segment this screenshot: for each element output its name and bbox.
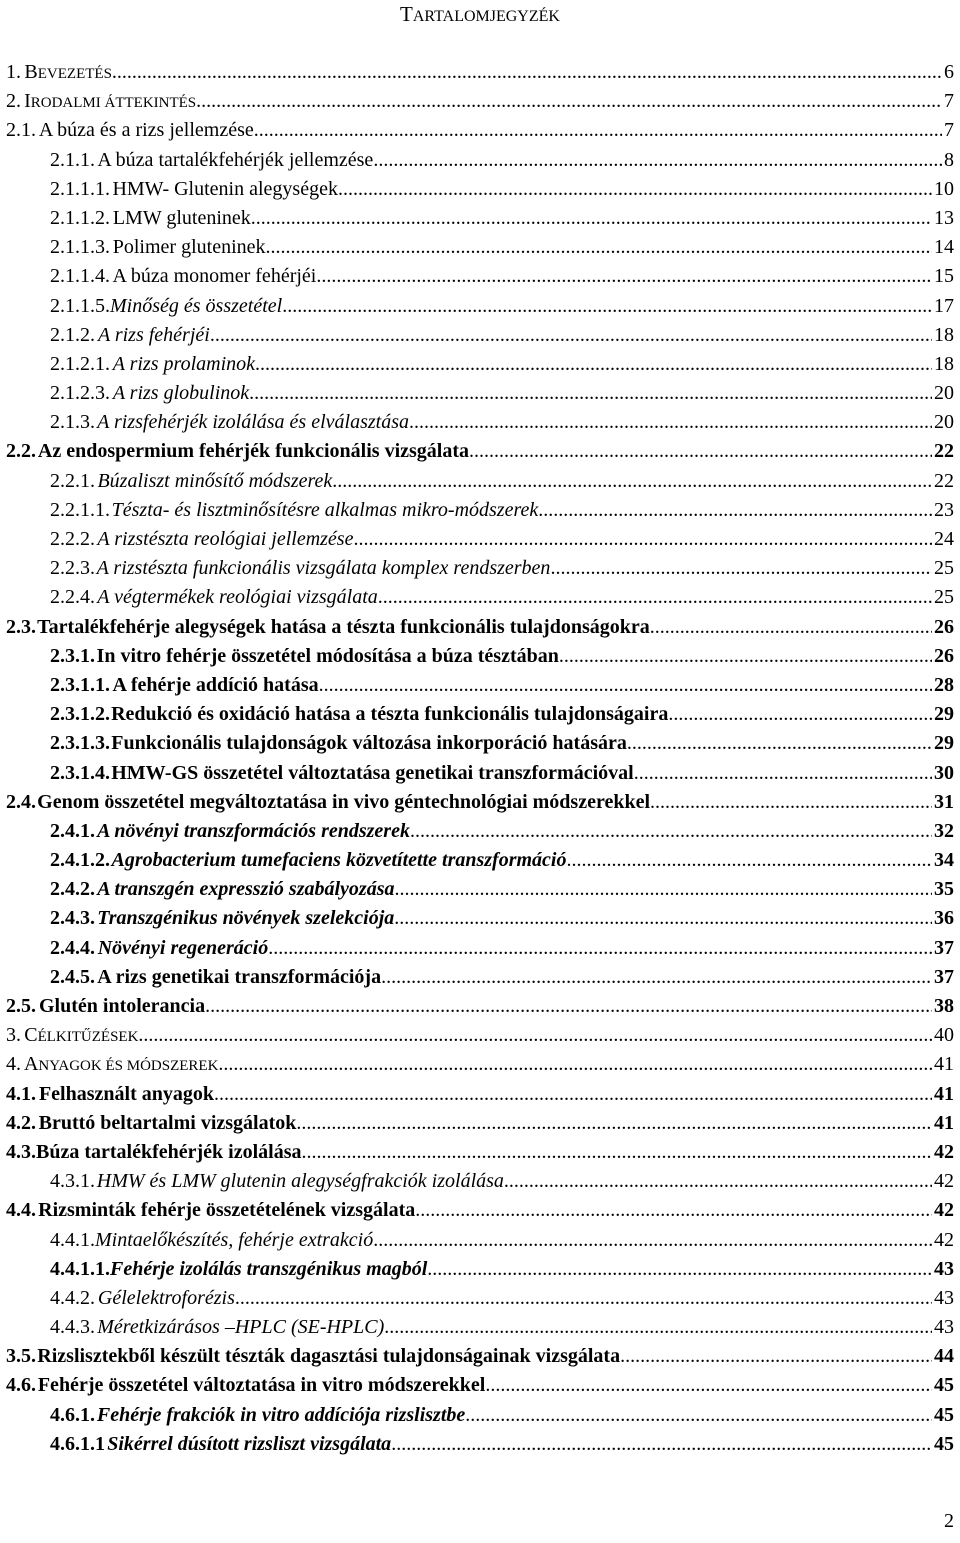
toc-leader-dots xyxy=(316,262,932,291)
toc-entry-page: 31 xyxy=(934,790,954,813)
toc-entry[interactable] xyxy=(6,1196,954,1225)
toc-entry-number: 3.5. xyxy=(6,1345,36,1368)
toc-entry-number: 2.2.1.1. xyxy=(50,498,110,521)
toc-entry[interactable] xyxy=(6,437,954,466)
toc-entry[interactable] xyxy=(6,904,954,933)
toc-entry-page: 32 xyxy=(934,819,954,842)
toc-leader-dots xyxy=(210,321,932,350)
toc-leader-dots xyxy=(381,963,932,992)
toc-leader-dots xyxy=(218,1050,932,1079)
toc-entry-number: 2.1.1.5. xyxy=(50,294,110,317)
toc-entry-title: Bruttó beltartalmi vizsgálatok xyxy=(38,1111,297,1134)
toc-entry-title-rest: NYAGOK ÉS MÓDSZEREK xyxy=(38,1058,219,1075)
toc-entry-number: 2.4.1.2. xyxy=(50,849,110,872)
toc-leader-dots xyxy=(251,204,932,233)
toc-entry-page: 25 xyxy=(934,557,954,580)
toc-leader-dots xyxy=(394,904,932,933)
toc-entry[interactable] xyxy=(6,788,954,817)
toc-leader-dots xyxy=(391,1430,932,1459)
toc-entry-title: Felhasznált anyagok xyxy=(38,1082,214,1105)
toc-entry[interactable] xyxy=(6,1109,954,1138)
page-title xyxy=(0,2,960,29)
toc-entry[interactable] xyxy=(6,1430,954,1459)
toc-leader-dots xyxy=(138,1021,932,1050)
toc-entry-number: 1. xyxy=(6,61,21,83)
toc-entry-page: 41 xyxy=(934,1082,954,1105)
toc-leader-dots xyxy=(378,583,932,612)
toc-entry-title: Fehérje összetétel változtatása in vitro módszerekkel xyxy=(37,1374,486,1397)
toc-leader-dots xyxy=(465,1401,932,1430)
toc-entry-title: Az endospermium fehérjék funkcionális vizsgálata xyxy=(37,440,469,463)
toc-entry-page: 26 xyxy=(934,644,954,667)
toc-entry-title xyxy=(24,58,112,89)
toc-entry-number: 3. xyxy=(6,1024,21,1047)
toc-entry-title: Fehérje izolálás transzgénikus magból xyxy=(110,1257,428,1280)
toc-leader-dots xyxy=(214,1080,932,1109)
toc-entry[interactable] xyxy=(6,992,954,1021)
toc-entry[interactable] xyxy=(6,1342,954,1371)
toc-entry[interactable] xyxy=(6,204,954,233)
toc-entry[interactable] xyxy=(6,875,954,904)
toc-entry-number: 2.1.1.1. xyxy=(50,177,110,200)
toc-entry-title-initial: I xyxy=(24,90,31,113)
toc-entry-number: 2.3. xyxy=(6,615,36,638)
toc-entry-page: 42 xyxy=(934,1170,954,1193)
toc-leader-dots xyxy=(650,788,932,817)
toc-entry[interactable] xyxy=(6,583,954,612)
toc-leader-dots xyxy=(112,58,942,87)
toc-entry-number: 2.4.2. xyxy=(50,878,95,901)
toc-entry-number: 2.1.1.2. xyxy=(50,206,110,229)
toc-entry[interactable] xyxy=(6,671,954,700)
toc-entry-title: Rizsminták fehérje összetételének vizsgálata xyxy=(38,1199,416,1222)
toc-leader-dots xyxy=(319,671,932,700)
title-rest: ARTALOMJEGYZÉK xyxy=(412,8,560,25)
toc-entry[interactable] xyxy=(6,1313,954,1342)
toc-entry-title: HMW-GS összetétel változtatása genetikai transzformációval xyxy=(111,761,634,784)
toc-entry-title: A rizs fehérjéi xyxy=(97,323,210,346)
toc-entry[interactable] xyxy=(6,292,954,321)
toc-entry-page: 40 xyxy=(934,1024,954,1047)
toc-leader-dots xyxy=(205,992,932,1021)
toc-entry-title: Glutén intolerancia xyxy=(39,995,206,1017)
toc-entry-page: 22 xyxy=(934,440,954,463)
toc-entry-page: 8 xyxy=(944,148,954,171)
toc-entry-title xyxy=(24,87,196,118)
toc-entry-title: Méretkizárásos –HPLC (SE-HPLC) xyxy=(97,1316,385,1339)
toc-entry-title: Tartalékfehérje alegységek hatása a tészta funkcionális tulajdonságokra xyxy=(37,615,650,638)
toc-entry[interactable] xyxy=(6,262,954,291)
toc-entry-title: A rizs prolaminok xyxy=(112,352,256,375)
toc-entry-number: 2.3.1. xyxy=(50,644,95,667)
toc-leader-dots xyxy=(559,642,932,671)
toc-entry-page: 29 xyxy=(934,703,954,726)
page-number: 2 xyxy=(944,1510,954,1532)
toc-entry-number: 2.2.2. xyxy=(50,528,95,550)
toc-leader-dots xyxy=(338,175,932,204)
toc-entry-number: 2.4.5. xyxy=(50,965,95,988)
toc-entry-title: Polimer gluteninek xyxy=(112,236,266,259)
toc-entry-title: Genom összetétel megváltoztatása in vivo géntechnológiai módszerekkel xyxy=(37,790,651,813)
toc-entry-number: 4.2. xyxy=(6,1111,36,1134)
toc-entry-title: Gélelektroforézis xyxy=(97,1286,235,1309)
toc-entry[interactable] xyxy=(6,846,954,875)
toc-entry-page: 13 xyxy=(934,206,954,229)
toc-entry[interactable] xyxy=(6,1284,954,1313)
toc-entry-page: 37 xyxy=(934,936,954,959)
toc-entry-number: 2.3.1.1. xyxy=(50,673,110,696)
toc-entry-title: A rizstészta reológiai jellemzése xyxy=(97,528,354,550)
toc-entry[interactable] xyxy=(6,554,954,583)
toc-entry-page: 29 xyxy=(934,732,954,755)
toc-leader-dots xyxy=(627,729,932,758)
toc-leader-dots xyxy=(268,934,932,963)
toc-entry-title: Transzgénikus növények szelekciója xyxy=(97,907,395,930)
toc-entry-page: 45 xyxy=(934,1432,954,1455)
toc-entry-number: 4.6. xyxy=(6,1374,36,1397)
toc-entry-title: Tészta- és lisztminősítésre alkalmas mikro-módszerek xyxy=(111,498,539,521)
toc-leader-dots xyxy=(373,146,942,175)
toc-entry[interactable] xyxy=(6,1080,954,1109)
toc-leader-dots xyxy=(302,1138,933,1167)
toc-entry-title: A búza tartalékfehérjék jellemzése xyxy=(97,148,374,171)
toc-entry[interactable] xyxy=(6,321,954,350)
toc-entry[interactable] xyxy=(6,379,954,408)
toc-leader-dots xyxy=(373,1226,932,1255)
toc-entry-page: 30 xyxy=(934,761,954,784)
toc-entry[interactable] xyxy=(6,58,954,87)
toc-entry[interactable] xyxy=(6,1371,954,1400)
toc-entry[interactable] xyxy=(6,934,954,963)
toc-entry-page: 42 xyxy=(934,1228,954,1251)
toc-entry-number: 4.4.1. xyxy=(50,1228,95,1251)
toc-entry-title-rest: ÉLKITŰZÉSEK xyxy=(37,1029,139,1046)
toc-entry-title xyxy=(24,1021,138,1052)
toc-entry-number: 4.3. xyxy=(6,1140,36,1163)
toc-entry[interactable] xyxy=(6,963,954,992)
toc-entry-title-initial: C xyxy=(24,1024,38,1047)
table-of-contents xyxy=(6,58,954,1459)
toc-entry-page: 26 xyxy=(934,615,954,638)
toc-entry-number: 2.4.3. xyxy=(50,907,95,930)
toc-entry-page: 10 xyxy=(934,177,954,200)
toc-entry-number: 4.6.1.1 xyxy=(50,1432,105,1455)
toc-entry-number: 4.3.1. xyxy=(50,1170,95,1193)
toc-leader-dots xyxy=(384,1313,932,1342)
toc-entry-title: Búzaliszt minősítő módszerek xyxy=(97,469,333,492)
toc-entry-title: A végtermékek reológiai vizsgálata xyxy=(97,586,378,609)
toc-entry-number: 4.4.2. xyxy=(50,1286,95,1309)
toc-leader-dots xyxy=(353,525,932,554)
toc-entry-page: 37 xyxy=(934,965,954,988)
toc-entry-title: LMW gluteninek xyxy=(112,206,251,229)
toc-entry-number: 4.6.1. xyxy=(50,1403,95,1426)
toc-entry-page: 23 xyxy=(934,498,954,521)
toc-entry-page: 24 xyxy=(934,528,954,550)
toc-leader-dots xyxy=(550,554,932,583)
toc-entry-title: In vitro fehérje összetétel módosítása a búza tésztában xyxy=(96,644,559,667)
toc-leader-dots xyxy=(255,350,932,379)
toc-entry-number: 2.4.1. xyxy=(50,819,95,842)
toc-entry-page: 7 xyxy=(944,90,954,113)
toc-entry-page: 28 xyxy=(934,673,954,696)
toc-entry-number: 2.2.3. xyxy=(50,557,95,580)
toc-entry-page: 34 xyxy=(934,849,954,872)
toc-entry-number: 4.1. xyxy=(6,1082,36,1105)
toc-entry[interactable] xyxy=(6,350,954,379)
toc-entry-number: 2.1.1.3. xyxy=(50,236,110,259)
toc-leader-dots xyxy=(566,846,932,875)
toc-leader-dots xyxy=(282,292,932,321)
toc-entry-number: 2.2.1. xyxy=(50,469,95,492)
toc-entry[interactable] xyxy=(6,700,954,729)
toc-leader-dots xyxy=(410,817,932,846)
toc-leader-dots xyxy=(620,1342,932,1371)
toc-entry-title: A rizsfehérjék izolálása és elválasztása xyxy=(97,411,409,434)
toc-entry[interactable] xyxy=(6,175,954,204)
toc-entry-page: 42 xyxy=(934,1140,954,1163)
toc-entry-number: 2.1.2.3. xyxy=(50,382,110,405)
toc-leader-dots xyxy=(634,759,932,788)
toc-entry[interactable] xyxy=(6,1255,954,1284)
toc-entry-page: 45 xyxy=(934,1403,954,1426)
toc-entry-page: 35 xyxy=(934,878,954,901)
toc-entry[interactable] xyxy=(6,759,954,788)
toc-entry-page: 42 xyxy=(934,1199,954,1222)
toc-entry-page: 41 xyxy=(934,1111,954,1134)
toc-entry-page: 14 xyxy=(934,236,954,259)
toc-entry-number: 2.1. xyxy=(6,119,36,142)
toc-entry[interactable] xyxy=(6,1050,954,1079)
toc-entry[interactable] xyxy=(6,817,954,846)
toc-entry[interactable] xyxy=(6,146,954,175)
title-initial: T xyxy=(400,2,413,26)
toc-entry-title: A növényi transzformációs rendszerek xyxy=(97,819,410,842)
toc-leader-dots xyxy=(235,1284,932,1313)
toc-entry-page: 44 xyxy=(934,1345,954,1368)
toc-entry[interactable] xyxy=(6,233,954,262)
toc-leader-dots xyxy=(332,467,932,496)
toc-entry-page: 38 xyxy=(934,995,954,1017)
toc-entry-page: 36 xyxy=(934,907,954,930)
toc-entry-title: Sikérrel dúsított rizsliszt vizsgálata xyxy=(107,1432,392,1455)
toc-entry-page: 43 xyxy=(934,1257,954,1280)
toc-entry-number: 2.2. xyxy=(6,440,36,463)
toc-entry-number: 2.1.1. xyxy=(50,148,95,171)
toc-entry-title: A rizstészta funkcionális vizsgálata komplex rendszerben xyxy=(96,557,551,580)
toc-entry-number: 2.1.2. xyxy=(50,323,95,346)
toc-entry-page: 6 xyxy=(944,61,954,83)
toc-entry-number: 2.2.4. xyxy=(50,586,95,609)
toc-entry-number: 4.4.3. xyxy=(50,1316,95,1339)
toc-entry-title: HMW és LMW glutenin alegységfrakciók izolálása xyxy=(96,1170,504,1193)
toc-entry-title-initial: B xyxy=(24,61,38,83)
toc-entry-number: 2. xyxy=(6,90,21,113)
toc-entry-number: 2.1.2.1. xyxy=(50,352,110,375)
toc-entry-title: Agrobacterium tumefaciens közvetítette transzformáció xyxy=(111,849,567,872)
toc-leader-dots xyxy=(668,700,932,729)
toc-entry-title: Növényi regeneráció xyxy=(97,936,269,959)
toc-entry-page: 20 xyxy=(934,411,954,434)
toc-leader-dots xyxy=(254,116,942,145)
toc-entry[interactable] xyxy=(6,729,954,758)
toc-entry-number: 2.4.4. xyxy=(50,936,95,959)
toc-entry[interactable] xyxy=(6,1226,954,1255)
toc-entry-number: 4. xyxy=(6,1053,21,1076)
toc-entry-number: 2.3.1.3. xyxy=(50,732,110,755)
toc-entry-title: Redukció és oxidáció hatása a tészta funkcionális tulajdonságaira xyxy=(111,703,669,726)
toc-entry-title-rest: RODALMI ÁTTEKINTÉS xyxy=(30,95,197,112)
toc-entry-number: 2.3.1.2. xyxy=(50,703,110,726)
toc-leader-dots xyxy=(485,1371,932,1400)
toc-entry-title: Búza tartalékfehérjék izolálása xyxy=(36,1140,302,1163)
toc-leader-dots xyxy=(650,613,932,642)
toc-entry[interactable] xyxy=(6,525,954,554)
toc-entry-page: 22 xyxy=(934,469,954,492)
toc-leader-dots xyxy=(409,408,932,437)
toc-entry-title: A búza monomer fehérjéi xyxy=(112,265,317,288)
toc-entry-title: A fehérje addíció hatása xyxy=(112,673,319,696)
toc-entry[interactable] xyxy=(6,467,954,496)
toc-entry-title: Mintaelőkészítés, fehérje extrakció xyxy=(95,1228,374,1251)
toc-entry[interactable] xyxy=(6,116,954,145)
toc-entry-page: 15 xyxy=(934,265,954,288)
toc-entry-page: 18 xyxy=(934,323,954,346)
toc-entry-page: 7 xyxy=(944,119,954,142)
toc-entry[interactable] xyxy=(6,1138,954,1167)
toc-entry-number: 2.3.1.4. xyxy=(50,761,110,784)
toc-entry-page: 45 xyxy=(934,1374,954,1397)
toc-entry-page: 17 xyxy=(934,294,954,317)
toc-entry-page: 41 xyxy=(934,1053,954,1076)
toc-entry-title: Rizslisztekből készült tészták dagasztási tulajdonságainak vizsgálata xyxy=(37,1345,621,1368)
toc-entry-title: A transzgén expresszió szabályozása xyxy=(97,878,395,901)
toc-entry-page: 20 xyxy=(934,382,954,405)
toc-entry-title: Minőség és összetétel xyxy=(110,294,283,317)
toc-entry-title-initial: A xyxy=(23,1053,39,1076)
toc-entry-number: 2.5. xyxy=(6,995,36,1017)
toc-entry-title: A rizs globulinok xyxy=(112,382,250,405)
toc-entry-page: 25 xyxy=(934,586,954,609)
toc-entry[interactable] xyxy=(6,613,954,642)
toc-entry-number: 2.1.3. xyxy=(50,411,95,434)
toc-leader-dots xyxy=(538,496,932,525)
toc-entry-page: 43 xyxy=(934,1286,954,1309)
toc-leader-dots xyxy=(395,875,933,904)
toc-entry-title: A rizs genetikai transzformációja xyxy=(97,965,382,988)
toc-entry-page: 43 xyxy=(934,1316,954,1339)
toc-entry-title: Fehérje frakciók in vitro addíciója rizslisztbe xyxy=(96,1403,466,1426)
toc-leader-dots xyxy=(266,233,932,262)
toc-entry-page: 18 xyxy=(934,352,954,375)
toc-leader-dots xyxy=(196,87,942,116)
toc-entry[interactable] xyxy=(6,87,954,116)
toc-entry-number: 2.1.1.4. xyxy=(50,265,110,288)
toc-leader-dots xyxy=(504,1167,932,1196)
toc-leader-dots xyxy=(296,1109,932,1138)
toc-entry[interactable] xyxy=(6,1167,954,1196)
toc-entry-title: Funkcionális tulajdonságok változása inkorporáció hatására xyxy=(111,732,627,755)
toc-entry-title xyxy=(24,1050,218,1081)
toc-entry[interactable] xyxy=(6,1021,954,1050)
toc-leader-dots xyxy=(427,1255,932,1284)
toc-leader-dots xyxy=(249,379,932,408)
toc-entry-title: A búza és a rizs jellemzése xyxy=(38,119,254,142)
toc-entry-number: 2.4. xyxy=(6,790,36,813)
toc-entry-number: 4.4.1.1. xyxy=(50,1257,110,1280)
toc-entry-number: 4.4. xyxy=(6,1199,36,1222)
toc-entry[interactable] xyxy=(6,1401,954,1430)
toc-entry-title: HMW- Glutenin alegységek xyxy=(112,177,338,200)
toc-entry-title-rest: EVEZETÉS xyxy=(37,66,112,82)
toc-leader-dots xyxy=(469,437,932,466)
toc-entry[interactable] xyxy=(6,642,954,671)
toc-leader-dots xyxy=(415,1196,932,1225)
toc-entry[interactable] xyxy=(6,408,954,437)
toc-entry[interactable] xyxy=(6,496,954,525)
